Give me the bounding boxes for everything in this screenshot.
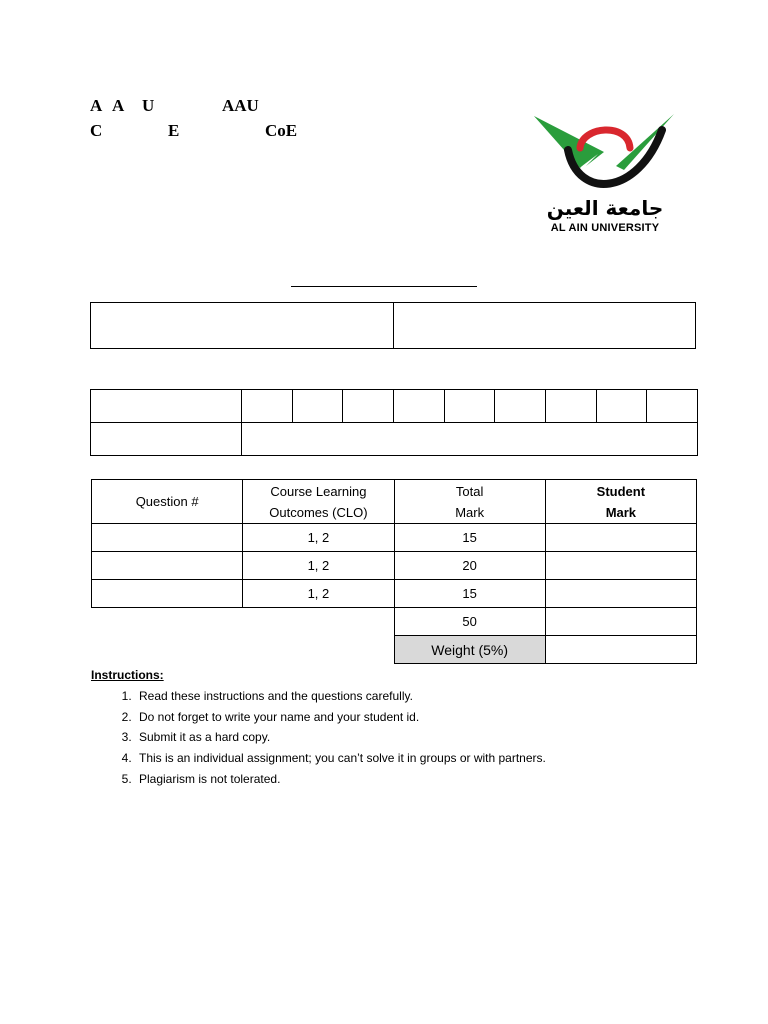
header-abbr-aau: AAU [222, 96, 259, 115]
question-cell [92, 524, 243, 552]
student-mark-cell[interactable] [545, 552, 696, 580]
header-abbr-coe: CoE [265, 121, 298, 140]
list-item: 4. This is an individual assignment; you can’t solve it in groups or with partners. [135, 748, 546, 769]
header-question: Question # [92, 480, 243, 524]
weight-student-cell[interactable] [545, 636, 696, 664]
question-cell [92, 580, 243, 608]
university-logo [520, 108, 690, 240]
instructions-title: Instructions: [91, 668, 164, 682]
grid-label-cell [91, 423, 242, 456]
list-item: 5. Plagiarism is not tolerated. [135, 769, 546, 790]
grid-cell[interactable] [241, 390, 292, 423]
table-row [92, 580, 697, 608]
table-row [92, 524, 697, 552]
list-item: 2. Do not forget to write your name and your student id. [135, 707, 546, 728]
student-info-table [90, 302, 696, 349]
student-name-cell[interactable] [91, 303, 394, 349]
grid-cell[interactable] [545, 390, 596, 423]
total-mark-cell: 15 [394, 580, 545, 608]
grid-cell[interactable] [393, 390, 444, 423]
student-mark-cell[interactable] [545, 580, 696, 608]
grid-cell[interactable] [444, 390, 495, 423]
header-letter-a2: A [112, 96, 125, 115]
list-item: 1. Read these instructions and the questions carefully. [135, 686, 546, 707]
title-underline [291, 286, 477, 287]
blank-cell [243, 608, 394, 636]
grid-cell[interactable] [292, 390, 343, 423]
header-letter-e: E [168, 121, 180, 140]
instructions-list [91, 686, 546, 789]
sum-total-cell: 50 [394, 608, 545, 636]
info-grid-table [90, 389, 698, 456]
total-mark-cell: 20 [394, 552, 545, 580]
blank-cell [92, 608, 243, 636]
blank-cell [92, 636, 243, 664]
grid-cell[interactable] [495, 390, 546, 423]
clo-cell: 1, 2 [243, 524, 394, 552]
sum-row [92, 608, 697, 636]
weight-label-cell: Weight (5%) [394, 636, 545, 664]
header-student-mark: Student Mark [545, 480, 696, 524]
logo-arabic-name: جامعة العين [546, 196, 664, 220]
header-letter-u: U [142, 96, 155, 115]
header-letter-c: C [90, 121, 103, 140]
grid-label-cell [91, 390, 242, 423]
header-letter-a1: A [90, 96, 103, 115]
marks-header-row [92, 480, 697, 524]
blank-cell [243, 636, 394, 664]
logo-emblem-icon [520, 108, 690, 196]
table-row [92, 552, 697, 580]
clo-cell: 1, 2 [243, 580, 394, 608]
grid-cell[interactable] [647, 390, 698, 423]
weight-row [92, 636, 697, 664]
grid-cell[interactable] [343, 390, 394, 423]
header-total-mark: Total Mark [394, 480, 545, 524]
list-item: 3. Submit it as a hard copy. [135, 727, 546, 748]
sum-student-cell[interactable] [545, 608, 696, 636]
question-cell [92, 552, 243, 580]
grid-wide-cell[interactable] [241, 423, 697, 456]
clo-cell: 1, 2 [243, 552, 394, 580]
student-id-cell[interactable] [393, 303, 696, 349]
header-clo: Course Learning Outcomes (CLO) [243, 480, 394, 524]
marks-table [91, 479, 697, 664]
logo-english-name: AL AIN UNIVERSITY [550, 222, 660, 234]
grid-cell[interactable] [596, 390, 647, 423]
instructions-section [91, 668, 546, 789]
total-mark-cell: 15 [394, 524, 545, 552]
student-mark-cell[interactable] [545, 524, 696, 552]
